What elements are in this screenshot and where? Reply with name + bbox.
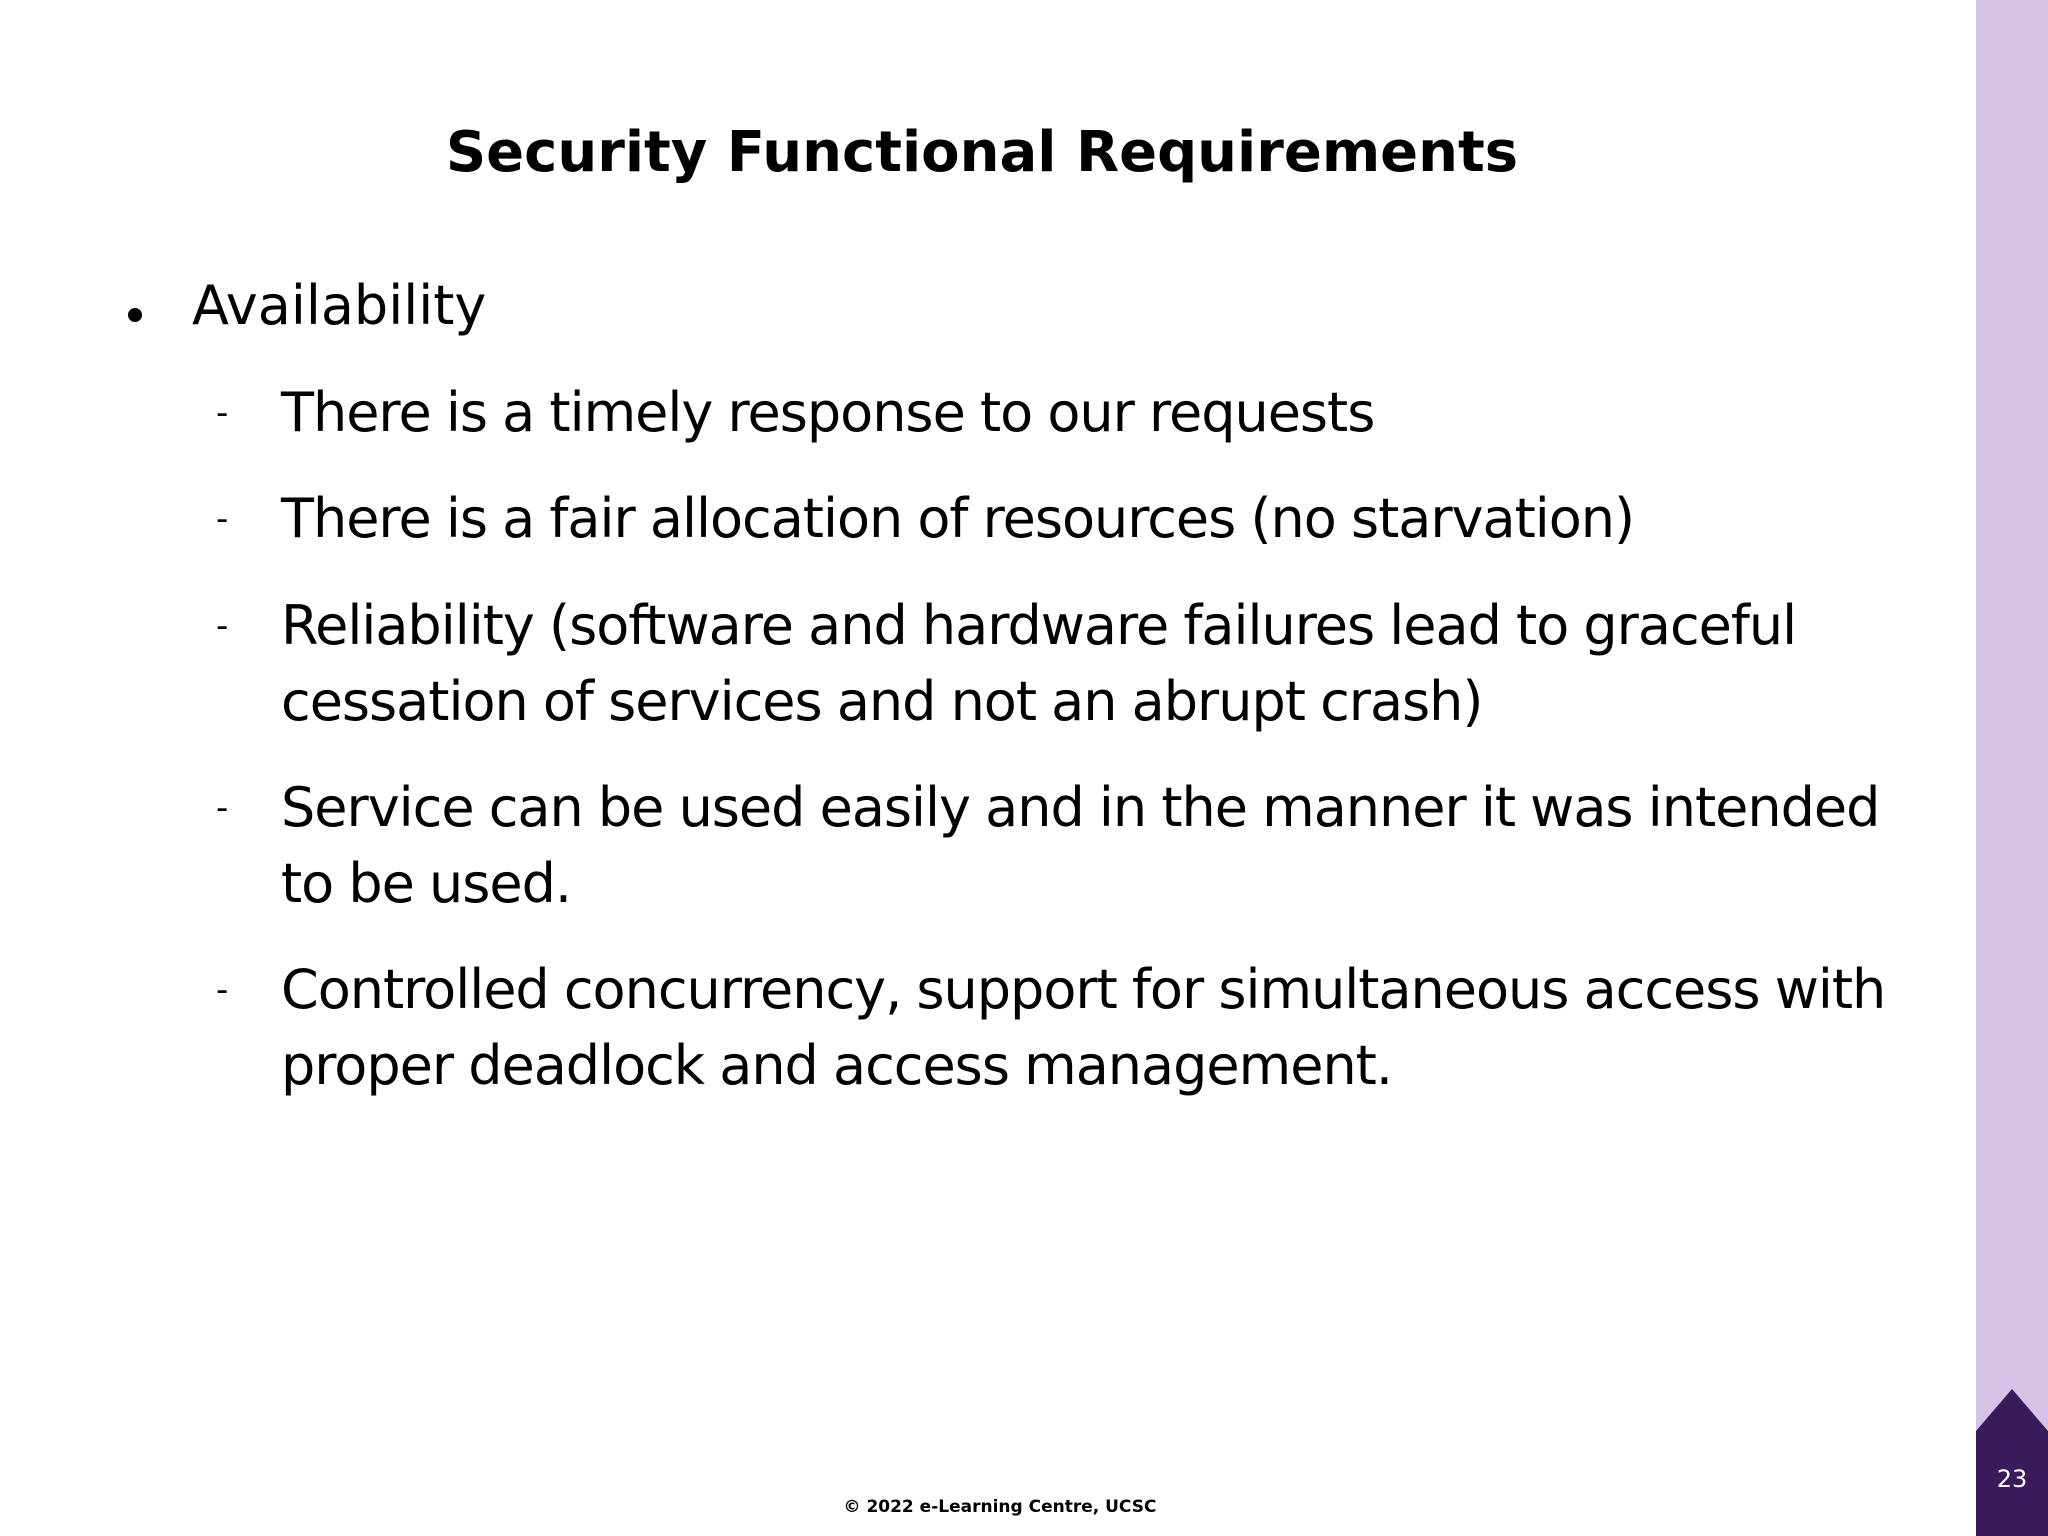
side-bar-decoration [1976,0,2048,1536]
bullet-availability: Availability [192,274,487,337]
dash-icon: - [216,970,229,1010]
dash-icon: - [216,788,229,828]
sub-item-text: There is a timely response to our requests [281,381,1375,444]
sub-item-text: There is a fair allocation of resources (no starvation) [281,487,1635,550]
sub-item-text: Service can be used easily and in the manner it was intended to be used. [281,776,1880,915]
dash-icon: - [216,393,229,433]
sub-item-text: Controlled concurrency, support for simultaneous access with proper deadlock and access management. [281,958,1886,1097]
dash-icon: - [216,606,229,646]
slide-title: Security Functional Requirements [445,120,1519,185]
dash-icon: - [216,499,229,539]
page-number: 23 [1996,1465,2028,1493]
footer-copyright: © 2022 e-Learning Centre, UCSC [843,1497,1157,1517]
bullet-dot-icon [128,308,142,322]
sub-item-text: Reliability (software and hardware failures lead to graceful cessation of services and not an abrupt crash) [281,594,1797,733]
